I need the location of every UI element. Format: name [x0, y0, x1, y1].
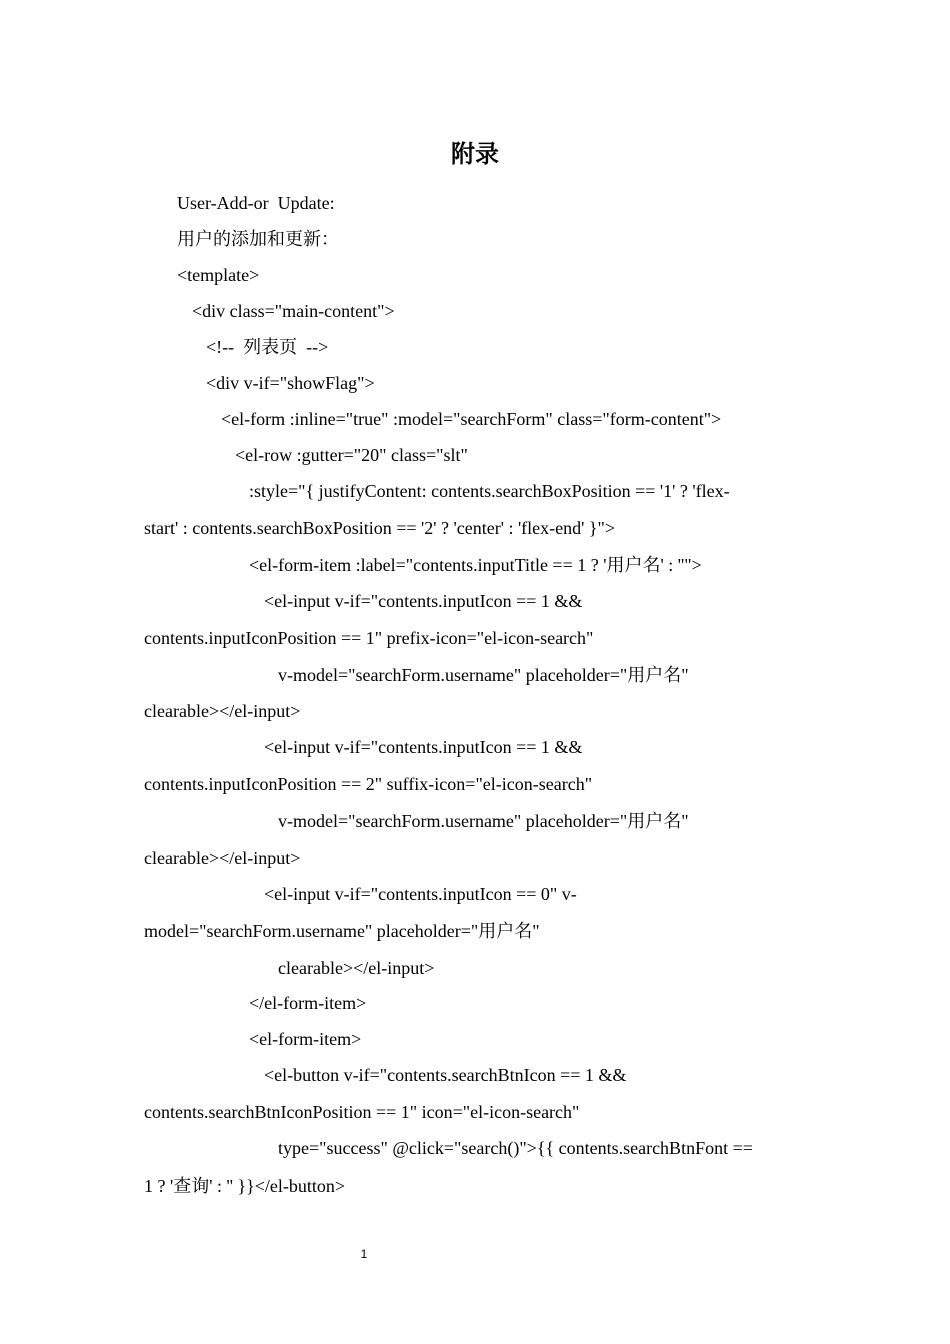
- code-line: type="success" @click="search()">{{ contents.searchBtnFont ==: [278, 1138, 753, 1158]
- code-line: <div class="main-content">: [192, 301, 395, 321]
- code-line: 1 ? '查询' : '' }}</el-button>: [144, 1176, 346, 1196]
- page-number: 1: [360, 1247, 368, 1261]
- code-line: clearable></el-input>: [278, 958, 435, 978]
- code-line: <!-- 列表页 -->: [206, 337, 329, 357]
- code-line: <el-button v-if="contents.searchBtnIcon == 1 &&: [264, 1065, 627, 1085]
- code-line: v-model="searchForm.username" placeholder="用户名": [278, 811, 689, 831]
- code-line: <el-form-item :label="contents.inputTitle == 1 ? '用户名' : ''">: [249, 555, 702, 575]
- code-line: </el-form-item>: [249, 993, 367, 1013]
- code-line: <el-input v-if="contents.inputIcon == 0" v-: [264, 884, 577, 904]
- code-line: <el-row :gutter="20" class="slt": [235, 445, 468, 465]
- code-line: :style="{ justifyContent: contents.searchBoxPosition == '1' ? 'flex-: [249, 481, 730, 501]
- code-line: contents.searchBtnIconPosition == 1" icon="el-icon-search": [144, 1102, 580, 1122]
- code-line: 用户的添加和更新：: [177, 229, 339, 249]
- code-line: <el-input v-if="contents.inputIcon == 1 &&: [264, 591, 583, 611]
- page-title: 附录: [451, 140, 499, 168]
- code-line: <el-form-item>: [249, 1029, 362, 1049]
- code-line: contents.inputIconPosition == 2" suffix-icon="el-icon-search": [144, 774, 593, 794]
- code-line: <el-form :inline="true" :model="searchForm" class="form-content">: [221, 409, 722, 429]
- code-line: clearable></el-input>: [144, 701, 301, 721]
- code-line: contents.inputIconPosition == 1" prefix-icon="el-icon-search": [144, 628, 594, 648]
- code-line: <div v-if="showFlag">: [206, 373, 375, 393]
- code-line: clearable></el-input>: [144, 848, 301, 868]
- code-line: <template>: [177, 265, 260, 285]
- code-line: <el-input v-if="contents.inputIcon == 1 &&: [264, 737, 583, 757]
- code-line: User-Add-or Update:: [177, 193, 335, 213]
- code-line: v-model="searchForm.username" placeholder="用户名": [278, 665, 689, 685]
- code-line: start' : contents.searchBoxPosition == '2' ? 'center' : 'flex-end' }">: [144, 518, 616, 538]
- code-line: model="searchForm.username" placeholder="用户名": [144, 921, 540, 941]
